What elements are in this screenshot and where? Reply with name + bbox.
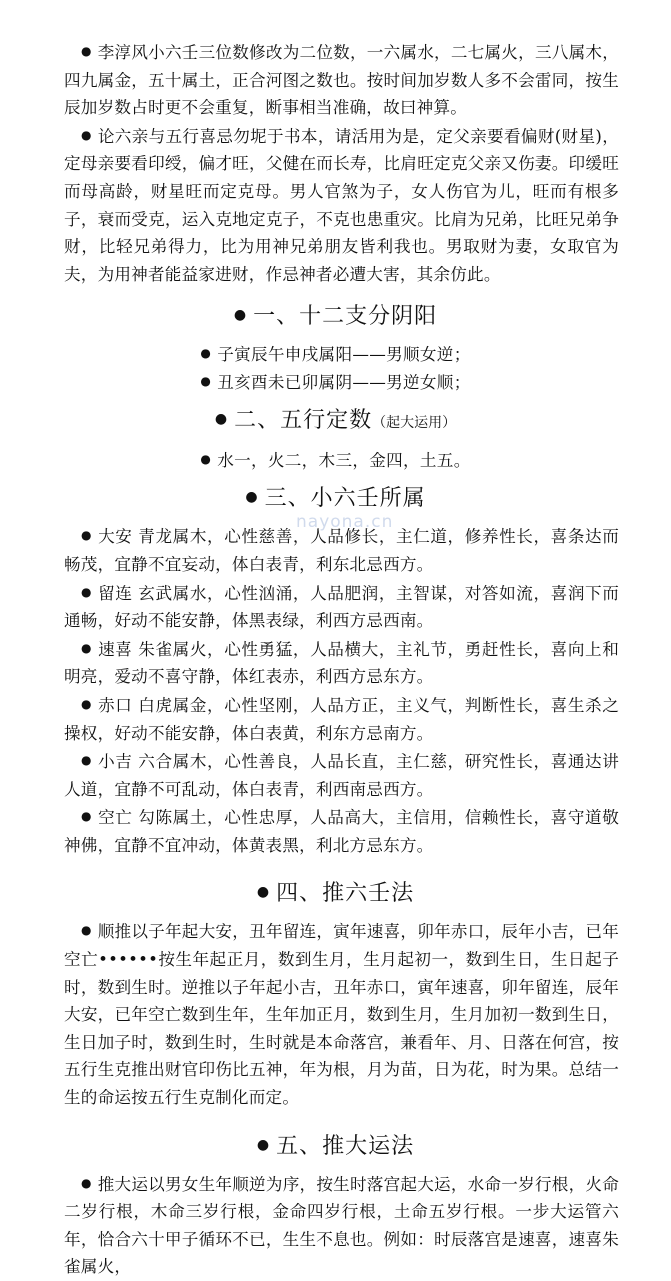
- bullet-icon: ●: [214, 411, 229, 428]
- bullet-icon: ●: [81, 923, 92, 938]
- bullet-icon: ●: [245, 489, 259, 506]
- intro-paragraph-1: ● 李淳风小六壬三位数修改为二位数，一六属水，二七属火，三八属木，四九属金，五十属土，正合河图之数也。按时间加岁数人多不会雷同，按生辰加岁数占时更不会重复，断事相当准确，故曰神算。: [64, 43, 620, 118]
- section-3-paragraph-2: ● 留连 玄武属水，心性汹涌，人品肥润，主智谋，对答如流，喜润下而通畅，好动不能安静，体黑表绿，利西方忌西南。: [64, 583, 619, 631]
- section-4-paragraph-1: ● 顺推以子年起大安，丑年留连，寅年速喜，卯年赤口，辰年小吉，已年空亡••••••按生年起正月，数到生月，生月起初一，数到生日，生日起子时，数到生时。逆推以子年起小吉，丑年赤口，寅年速喜，卯年留连，辰年大安，已年空亡数到生年，生年加正月，数到生月，生月加初一数到生日，生日加子时，数到生时，生时就是本命落宫，兼看年、月、日落在何宫，按五行生克推出财官印伤比五神，年为根，月为苗，日为花，时为果。总结一生的命运按五行生克制化而定。: [64, 922, 620, 1108]
- bullet-icon: ●: [81, 127, 92, 142]
- bullet-icon: ●: [200, 452, 212, 467]
- section-3-paragraph-5: ● 小吉 六合属木，心性善良，人品长直，主仁慈，研究性长，喜通达讲人道，宜静不可乱动，体白表青，利西南忌西方。: [64, 752, 619, 799]
- bullet-icon: ●: [81, 809, 93, 824]
- section-1-heading: ● 一、十二支分阴阳: [233, 304, 438, 330]
- bullet-icon: ●: [256, 1136, 271, 1153]
- bullet-icon: ●: [81, 640, 93, 655]
- watermark-text: nayona.cn: [296, 512, 394, 532]
- bullet-icon: ●: [233, 307, 248, 324]
- bullet-icon: ●: [81, 528, 93, 543]
- section-4-heading: ● 四、推六壬法: [256, 881, 415, 907]
- bullet-icon: ●: [81, 696, 93, 711]
- section-3-heading: ● 三、小六壬所属: [245, 486, 426, 512]
- section-2-heading: ● 二、五行定数（起大运用）: [214, 408, 457, 434]
- section-3-paragraph-4: ● 赤口 白虎属金，心性坚刚，人品方正，主义气，判断性长，喜生杀之操权，好动不能安静，体白表黄，利东方忌南方。: [64, 695, 619, 743]
- bullet-icon: ●: [81, 584, 93, 599]
- section-2-subtitle: （起大运用）: [372, 415, 457, 432]
- section-3-paragraph-1: ● 大安 青龙属木，心性慈善，人品修长，主仁道，修养性长，喜条达而畅茂，宜静不宜妄动，体白表青，利东北忌西方。: [64, 527, 619, 574]
- section-3-paragraph-6: ● 空亡 勾陈属土，心性忠厚，人品高大，主信用，信赖性长，喜守道敬神佛，宜静不宜冲动，体黄表黑，利北方忌东方。: [64, 808, 619, 855]
- section-5-heading: ● 五、推大运法: [256, 1133, 415, 1159]
- bullet-icon: ●: [81, 44, 92, 58]
- section-1-line-2: ● 丑亥酉未已卯属阴——男逆女顺；: [200, 373, 471, 393]
- bullet-icon: ●: [81, 1175, 92, 1190]
- bullet-icon: ●: [81, 753, 93, 768]
- bullet-icon: ●: [200, 374, 212, 389]
- intro-paragraph-2: ● 论六亲与五行喜忌勿坭于书本，请活用为是，定父亲要看偏财(财星)，定母亲要看印绶，偏才旺，父健在而长寿，比肩旺定克父亲又伤妻。印缓旺而母高龄，财星旺而定克母。男人官煞为子，女人伤官为儿，旺而有根多子，衰而受克，运入克地定克子，不克也患重灾。比肩为兄弟，比旺兄弟争财，比轻兄弟得力，比为用神兄弟朋友皆利我也。男取财为妻，女取官为夫，为用神者能益家进财，作忌神者必遭大害，其余仿此。: [64, 126, 619, 284]
- bullet-icon: ●: [200, 346, 212, 361]
- section-3-paragraph-3: ● 速喜 朱雀属火，心性勇猛，人品横大，主礼节，勇赶性长，喜向上和明亮，爱动不喜守静，体红表赤，利西方忌东方。: [64, 639, 619, 687]
- bullet-icon: ●: [256, 884, 271, 901]
- section-2-line-1: ● 水一，火二，木三，金四，土五。: [200, 451, 471, 471]
- section-1-line-1: ● 子寅辰午申戌属阳——男顺女逆；: [200, 345, 471, 365]
- section-5-paragraph-1: ● 推大运以男女生年顺逆为序，按生时落宫起大运，水命一岁行根，火命二岁行根，木命三岁行根，金命四岁行根，土命五岁行根。一步大运管六年，恰合六十甲子循环不已，生生不息也。例如：时辰落宫是速喜，速喜朱雀属火，: [64, 1174, 620, 1277]
